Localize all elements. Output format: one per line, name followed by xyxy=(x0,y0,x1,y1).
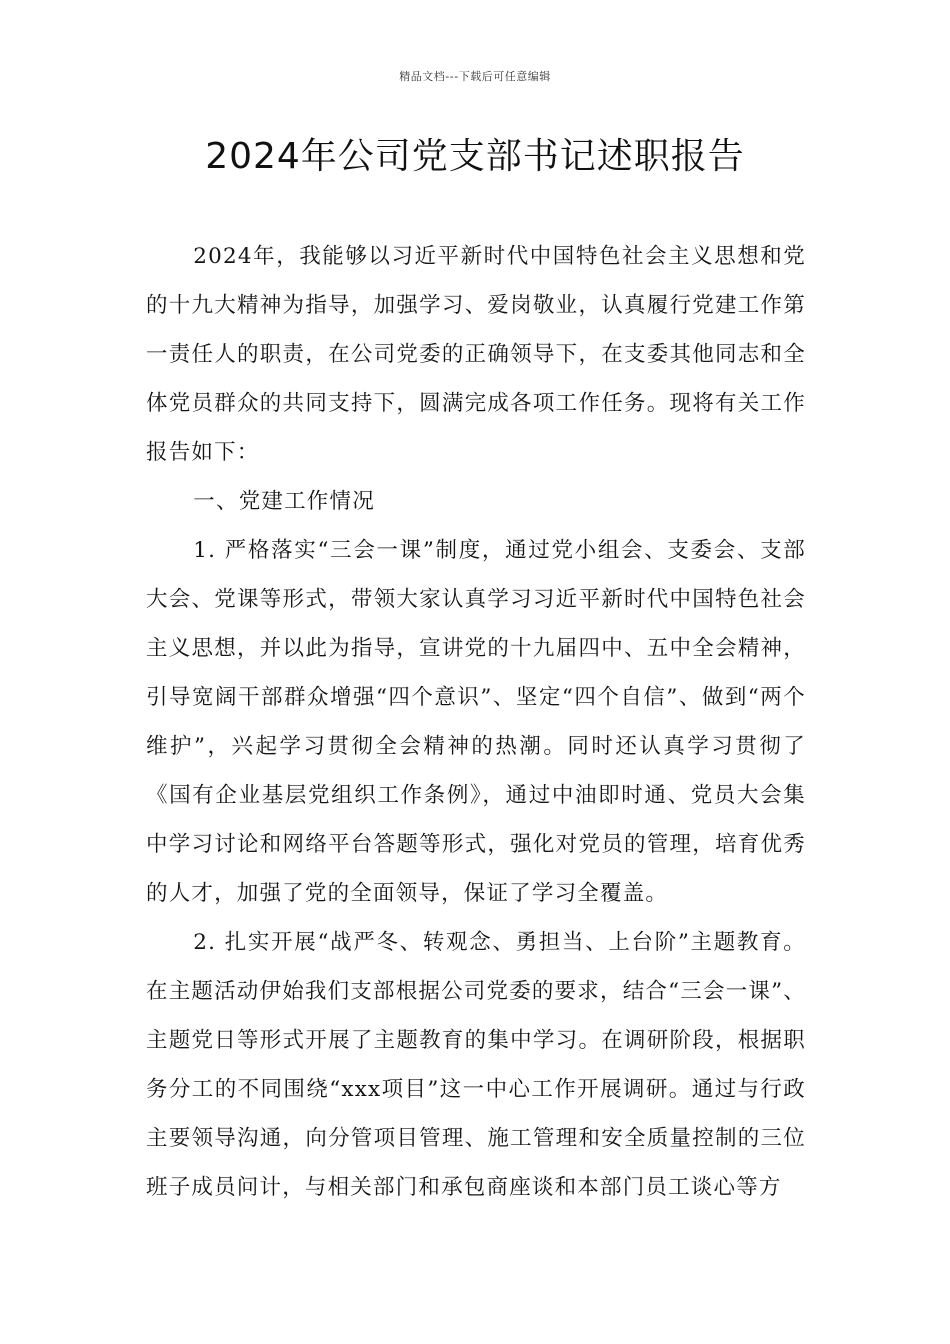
header-note: 精品文档---下载后可任意编辑 xyxy=(399,70,551,83)
paragraph-item-2: 2. 扎实开展“战严冬、转观念、勇担当、上台阶”主题教育。在主题活动伊始我们支部根据公司党委的要求，结合“三会一课”、主题党日等形式开展了主题教育的集中学习。在调研阶段，根据职务分工的不同围绕“xxx项目”这一中心工作开展调研。通过与行政主要领导沟通，向分管项目管理、施工管理和安全质量控制的三位班子成员问计，与相关部门和承包商座谈和本部门员工谈心等方 xyxy=(146,930,806,1200)
paragraph-intro: 2024年，我能够以习近平新时代中国特色社会主义思想和党的十九大精神为指导，加强学习、爱岗敬业，认真履行党建工作第一责任人的职责，在公司党委的正确领导下，在支委其他同志和全体党员群众的共同支持下，圆满完成各项工作任务。现将有关工作报告如下： xyxy=(146,244,806,465)
section-heading: 一、党建工作情况 xyxy=(193,489,375,514)
document-body xyxy=(146,232,806,1212)
document-title: 2024年公司党支部书记述职报告 xyxy=(205,136,745,177)
paragraph-item-1: 1. 严格落实“三会一课”制度，通过党小组会、支委会、支部大会、党课等形式，带领大家认真学习习近平新时代中国特色社会主义思想，并以此为指导，宣讲党的十九届四中、五中全会精神，引导宽阔干部群众增强“四个意识”、坚定“四个自信”、做到“两个维护”，兴起学习贯彻全会精神的热潮。同时还认真学习贯彻了《国有企业基层党组织工作条例》，通过中油即时通、党员大会集中学习讨论和网络平台答题等形式，强化对党员的管理，培育优秀的人才，加强了党的全面领导，保证了学习全覆盖。 xyxy=(146,538,806,906)
